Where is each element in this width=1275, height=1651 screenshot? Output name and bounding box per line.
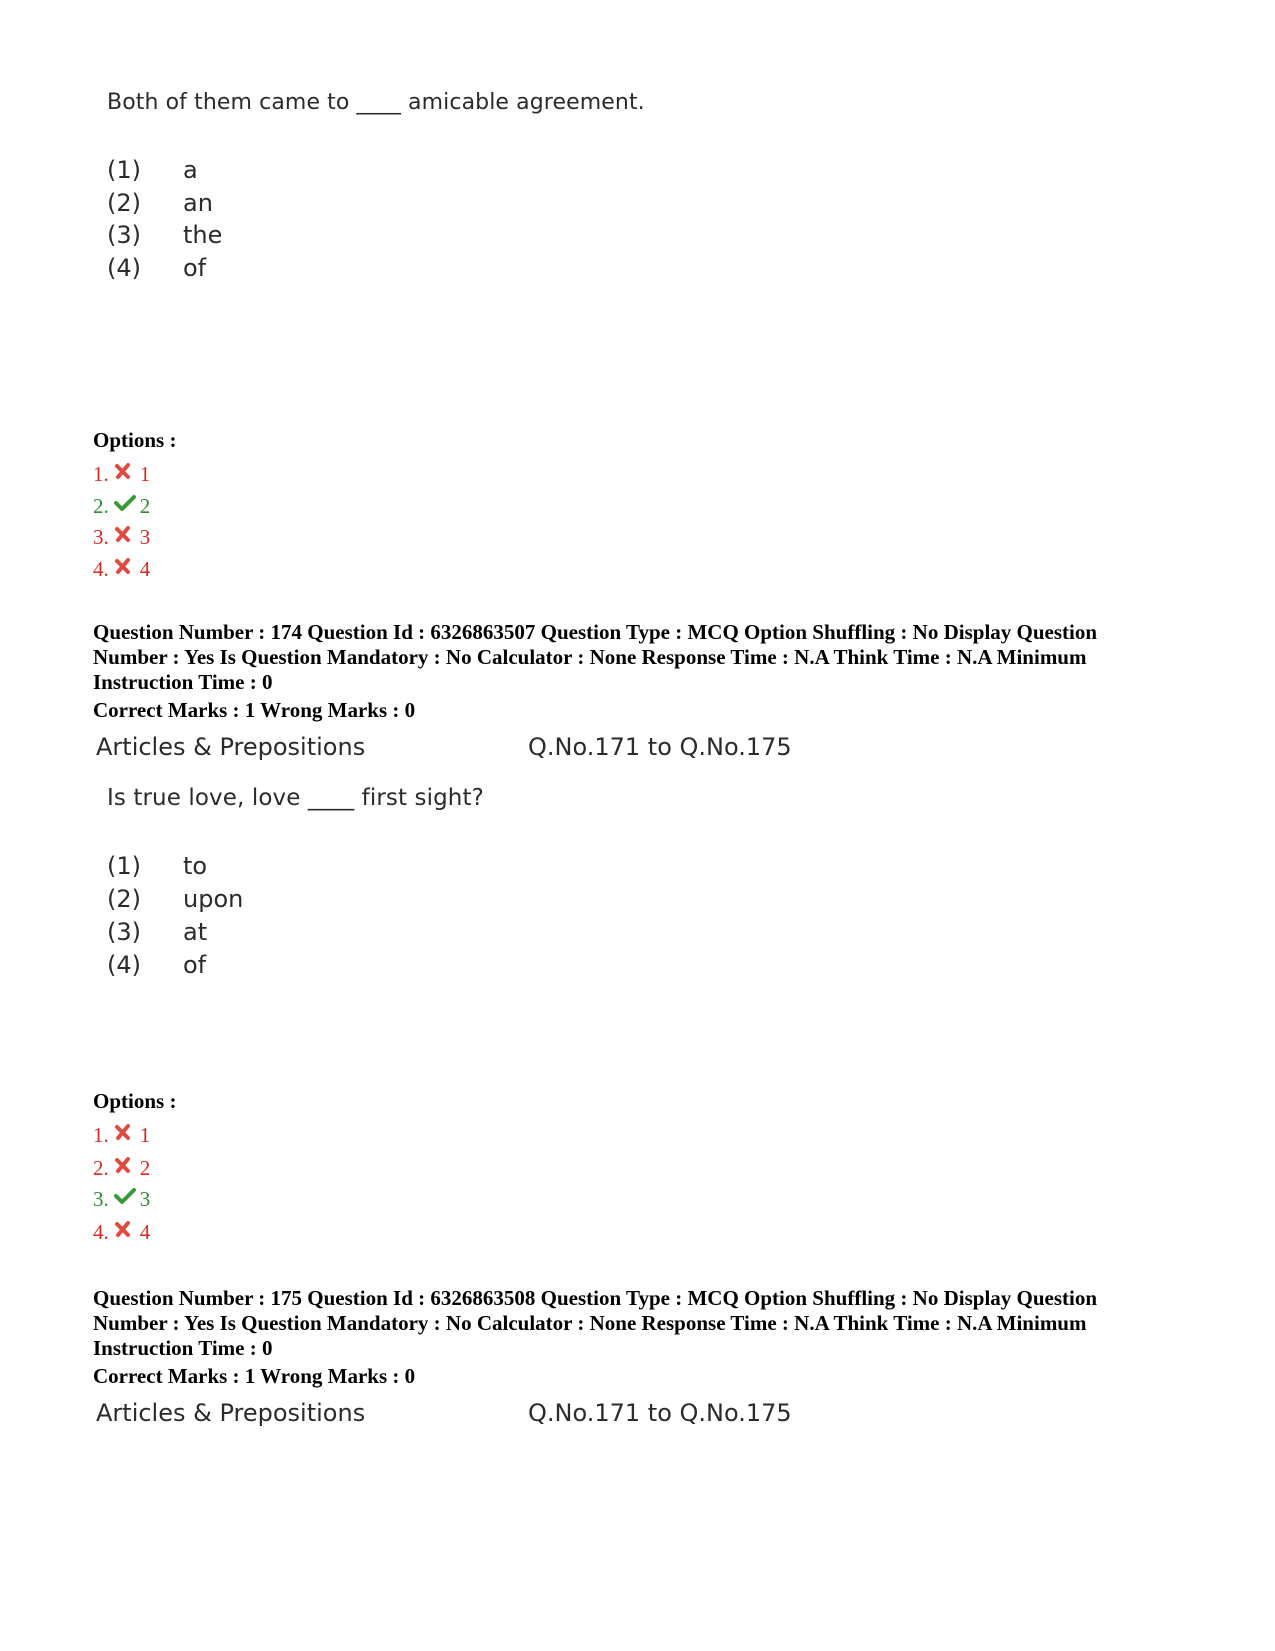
question-text: Both of them came to ____ amicable agreement. xyxy=(107,90,645,115)
option-item xyxy=(93,462,150,487)
option-item xyxy=(93,1187,150,1212)
choice-text: of xyxy=(183,951,207,979)
cross-icon xyxy=(114,1123,136,1141)
choice-number: (2) xyxy=(107,885,141,913)
marks-line: Correct Marks : 1 Wrong Marks : 0 xyxy=(93,698,416,722)
option-prefix: 1. xyxy=(93,462,109,486)
options-label: Options : xyxy=(93,1089,177,1113)
choice-number: (1) xyxy=(107,852,141,880)
choice-text: the xyxy=(183,221,223,249)
marks-line: Correct Marks : 1 Wrong Marks : 0 xyxy=(93,1364,416,1388)
cross-icon xyxy=(114,1156,136,1174)
option-value: 3 xyxy=(139,525,151,549)
section-header xyxy=(96,733,896,761)
meta-line: Number : Yes Is Question Mandatory : No Calculator : None Response Time : N.A Think Time : N.A Minimum xyxy=(93,645,1087,669)
check-icon xyxy=(114,1187,136,1205)
option-value: 1 xyxy=(139,462,151,486)
options-label: Options : xyxy=(93,428,177,452)
choice-item xyxy=(107,156,198,184)
section-title: Articles & Prepositions xyxy=(96,1399,366,1427)
choice-item xyxy=(107,852,207,880)
meta-line: Question Number : 174 Question Id : 6326863507 Question Type : MCQ Option Shuffling : No Display Question xyxy=(93,620,1098,644)
option-item xyxy=(93,1123,150,1148)
choice-item xyxy=(107,221,222,249)
choice-item xyxy=(107,254,206,282)
check-icon xyxy=(114,494,136,512)
choice-number: (2) xyxy=(107,189,141,217)
option-value: 4 xyxy=(139,557,151,581)
option-prefix: 4. xyxy=(93,1220,109,1244)
option-value: 1 xyxy=(139,1123,151,1147)
meta-line: Instruction Time : 0 xyxy=(93,670,273,694)
option-value: 3 xyxy=(139,1187,151,1211)
question-meta xyxy=(93,1286,1193,1361)
option-item xyxy=(93,1220,150,1245)
choice-text: to xyxy=(183,852,208,880)
choice-text: at xyxy=(183,918,208,946)
option-item xyxy=(93,557,150,582)
choice-number: (4) xyxy=(107,951,141,979)
option-item xyxy=(93,525,150,550)
choice-item xyxy=(107,918,207,946)
meta-line: Number : Yes Is Question Mandatory : No Calculator : None Response Time : N.A Think Time : N.A Minimum xyxy=(93,1311,1087,1335)
option-item xyxy=(93,494,150,519)
choice-item xyxy=(107,951,206,979)
choice-text: of xyxy=(183,254,207,282)
section-header xyxy=(96,1399,896,1427)
option-prefix: 2. xyxy=(93,494,109,518)
question-range: Q.No.171 to Q.No.175 xyxy=(528,733,792,761)
choice-number: (1) xyxy=(107,156,141,184)
option-prefix: 2. xyxy=(93,1156,109,1180)
cross-icon xyxy=(114,557,136,575)
meta-line: Question Number : 175 Question Id : 6326863508 Question Type : MCQ Option Shuffling : No Display Question xyxy=(93,1286,1098,1310)
option-prefix: 1. xyxy=(93,1123,109,1147)
section-title: Articles & Prepositions xyxy=(96,733,366,761)
choice-item xyxy=(107,885,243,913)
option-value: 2 xyxy=(139,494,151,518)
choice-number: (3) xyxy=(107,221,141,249)
option-prefix: 3. xyxy=(93,525,109,549)
question-text: Is true love, love ____ first sight? xyxy=(107,785,484,811)
choice-number: (3) xyxy=(107,918,141,946)
cross-icon xyxy=(114,462,136,480)
cross-icon xyxy=(114,525,136,543)
choice-number: (4) xyxy=(107,254,141,282)
choice-item xyxy=(107,189,213,217)
option-prefix: 3. xyxy=(93,1187,109,1211)
question-range: Q.No.171 to Q.No.175 xyxy=(528,1399,792,1427)
choice-text: a xyxy=(183,156,198,184)
option-prefix: 4. xyxy=(93,557,109,581)
choice-text: upon xyxy=(183,885,244,913)
cross-icon xyxy=(114,1220,136,1238)
option-item xyxy=(93,1156,150,1181)
question-meta xyxy=(93,620,1193,695)
option-value: 4 xyxy=(139,1220,151,1244)
option-value: 2 xyxy=(139,1156,151,1180)
meta-line: Instruction Time : 0 xyxy=(93,1336,273,1360)
choice-text: an xyxy=(183,189,213,217)
